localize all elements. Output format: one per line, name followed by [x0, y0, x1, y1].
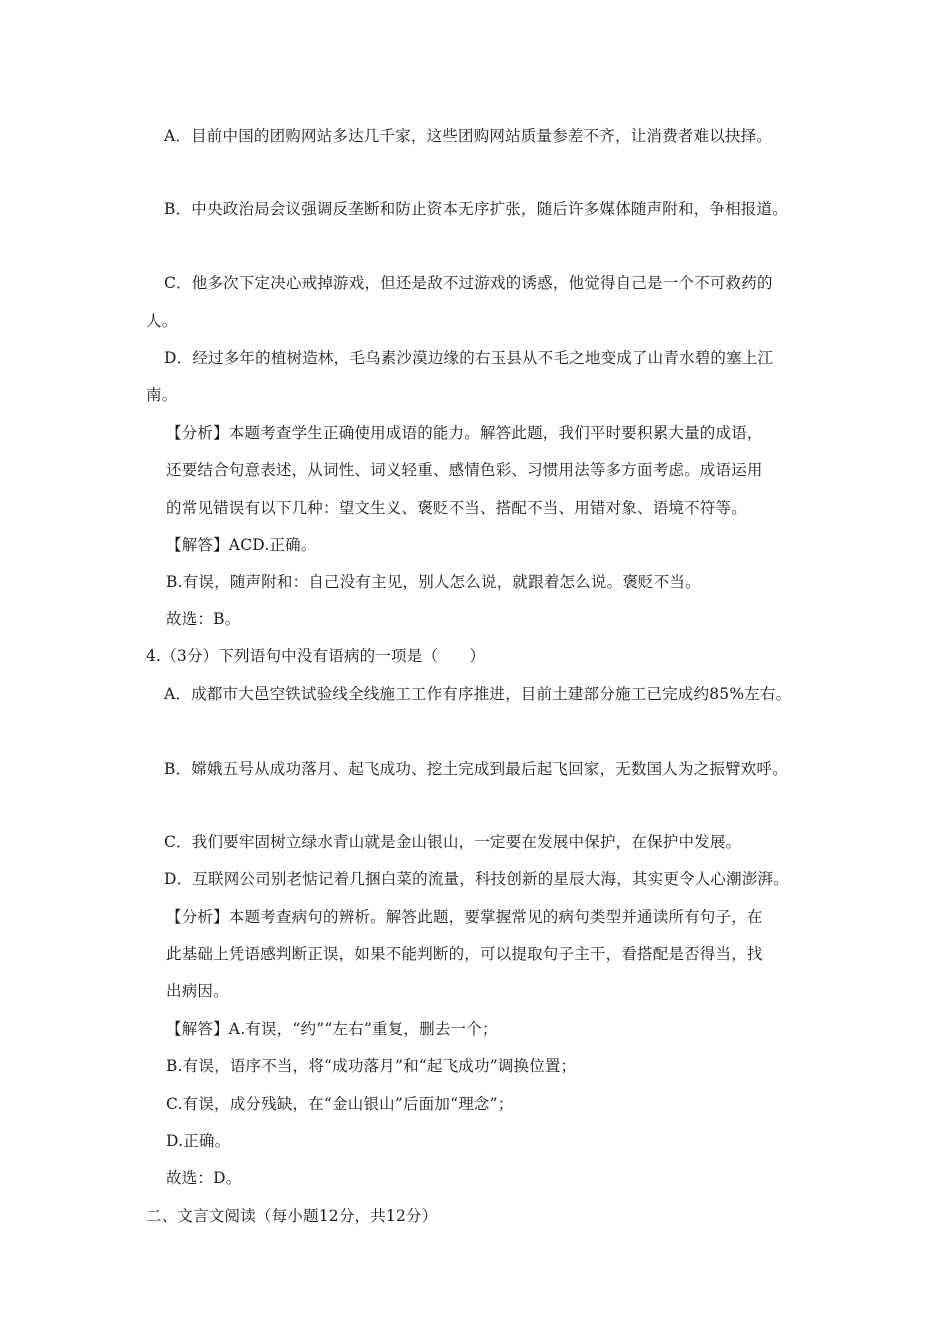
- q4-option-b: B．嫦娥五号从成功落月、起飞成功、挖土完成到最后起飞回家，无数国人为之振臂欢呼。: [164, 760, 788, 778]
- q4-option-d: D．互联网公司别老惦记着几捆白菜的流量，科技创新的星辰大海，其实更令人心潮澎湃。: [164, 870, 789, 888]
- q3-option-c-line1: C．他多次下定决心戒掉游戏，但还是敌不过游戏的诱惑，他觉得自己是一个不可救药的: [164, 274, 773, 292]
- q3-option-d-line2: 南。: [146, 386, 178, 404]
- q4-answer-line1: 【解答】A.有误，“约”“左右”重复，删去一个；: [166, 1020, 498, 1038]
- q3-option-b: B．中央政治局会议强调反垄断和防止资本无序扩张，随后许多媒体随声附和，争相报道。: [164, 200, 788, 218]
- q4-answer-line2: B.有误，语序不当，将“成功落月”和“起飞成功”调换位置；: [166, 1057, 577, 1075]
- q4-analysis-line2: 此基础上凭语感判断正误，如果不能判断的，可以提取句子主干，看搭配是否得当，找: [166, 945, 763, 963]
- q4-option-c: C．我们要牢固树立绿水青山就是金山银山，一定要在发展中保护，在保护中发展。: [164, 833, 742, 851]
- q3-option-d-line1: D．经过多年的植树造林，毛乌素沙漠边缘的右玉县从不毛之地变成了山青水碧的塞上江: [164, 349, 774, 367]
- q3-option-c-line2: 人。: [146, 312, 178, 330]
- q3-answer-line1: 【解答】ACD.正确。: [166, 536, 317, 554]
- q4-stem: 4.（3分）下列语句中没有语病的一项是（ ）: [146, 647, 486, 665]
- q4-analysis-line3: 出病因。: [166, 982, 229, 1000]
- q4-analysis-line1: 【分析】本题考查病句的辨析。解答此题，要掌握常见的病句类型并通读所有句子，在: [166, 908, 763, 926]
- section2-heading: 二、文言文阅读（每小题12分，共12分）: [146, 1207, 438, 1225]
- q3-analysis-line3: 的常见错误有以下几种：望文生义、褒贬不当、搭配不当、用错对象、语境不符等。: [166, 499, 747, 517]
- q4-option-a: A．成都市大邑空铁试验线全线施工工作有序推进，目前土建部分施工已完成约85%左右。: [164, 685, 792, 703]
- q4-answer-line3: C.有误，成分残缺，在“金山银山”后面加“理念”；: [166, 1095, 514, 1113]
- q4-answer-line5: 故选：D。: [166, 1169, 242, 1187]
- q3-analysis-line1: 【分析】本题考查学生正确使用成语的能力。解答此题，我们平时要积累大量的成语，: [166, 424, 763, 442]
- q3-answer-line3: 故选：B。: [166, 610, 241, 628]
- q4-answer-line4: D.正确。: [166, 1132, 231, 1150]
- q3-option-a: A．目前中国的团购网站多达几千家，这些团购网站质量参差不齐，让消费者难以抉择。: [164, 127, 772, 145]
- q3-analysis-line2: 还要结合句意表述，从词性、词义轻重、感情色彩、习惯用法等多方面考虑。成语运用: [166, 461, 763, 479]
- q3-answer-line2: B.有误，随声附和：自己没有主见，别人怎么说，就跟着怎么说。褒贬不当。: [166, 573, 701, 591]
